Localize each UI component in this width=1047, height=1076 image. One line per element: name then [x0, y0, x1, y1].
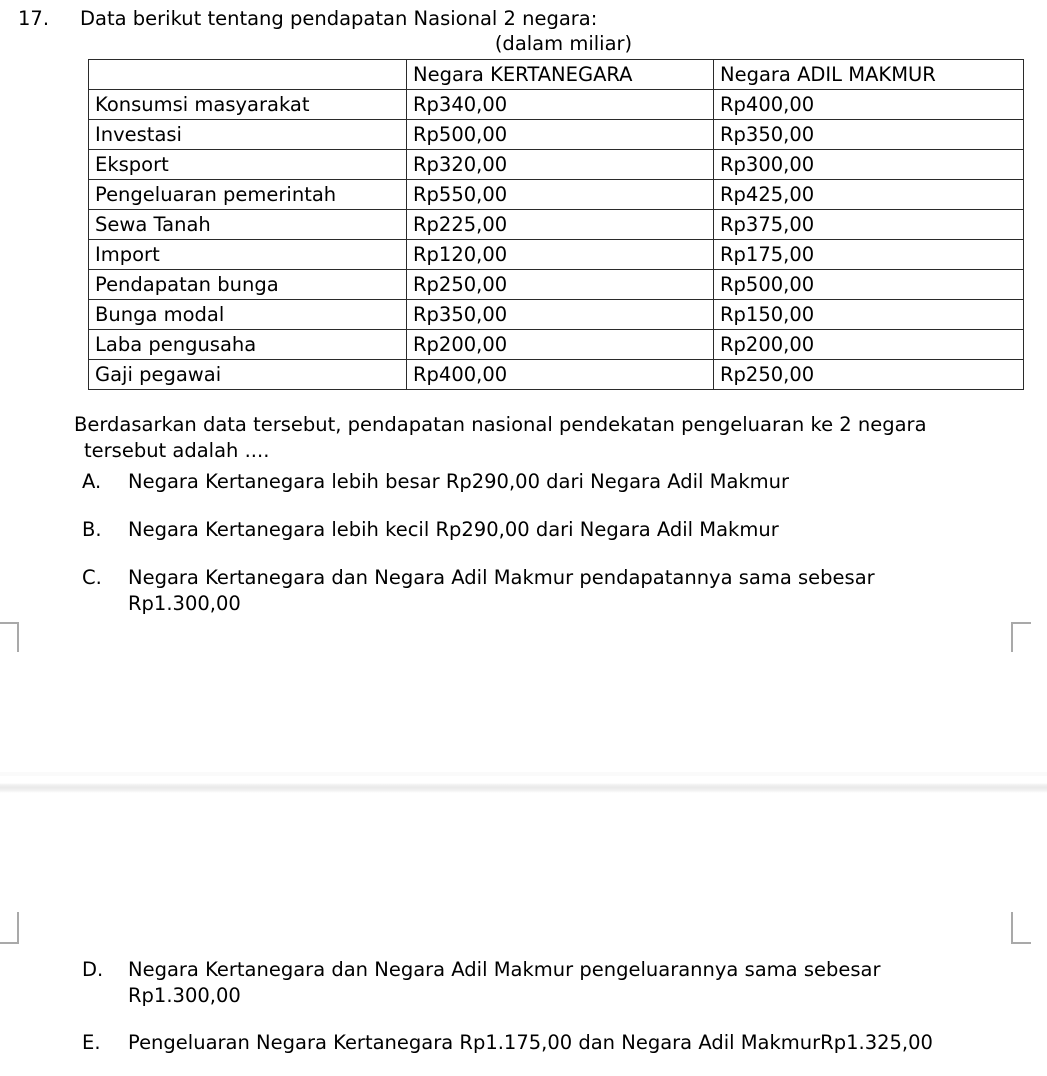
table-row	[89, 330, 1024, 360]
row-value-kertanegara: Rp500,00	[407, 120, 714, 150]
table-row	[89, 240, 1024, 270]
row-value-adilmakmur: Rp350,00	[714, 120, 1024, 150]
row-value-adilmakmur: Rp150,00	[714, 300, 1024, 330]
row-item-label: Investasi	[89, 120, 407, 150]
option-d-line-2: Rp1.300,00	[128, 984, 241, 1007]
option-label-a: A.	[82, 470, 102, 493]
question-number: 17.	[18, 7, 50, 30]
row-item-label: Pengeluaran pemerintah	[89, 180, 407, 210]
option-e-line-1: Pengeluaran Negara Kertanegara Rp1.175,00 dan Negara Adil MakmurRp1.325,00	[128, 1031, 933, 1054]
scan-artifact-band	[0, 783, 1047, 793]
prompt-line-2: tersebut adalah ....	[84, 439, 270, 462]
row-value-kertanegara: Rp350,00	[407, 300, 714, 330]
table-row	[89, 90, 1024, 120]
question-heading	[18, 6, 1028, 32]
answer-option-b[interactable]	[82, 517, 1042, 543]
prompt-line-1: Berdasarkan data tersebut, pendapatan nasional pendekatan pengeluaran ke 2 negara	[74, 413, 927, 436]
option-d-line-1: Negara Kertanegara dan Negara Adil Makmur pengeluarannya sama sebesar	[128, 958, 881, 981]
row-value-adilmakmur: Rp175,00	[714, 240, 1024, 270]
option-c-line-2: Rp1.300,00	[128, 592, 241, 615]
option-text-b	[128, 517, 1042, 543]
row-item-label: Gaji pegawai	[89, 360, 407, 390]
table-row	[89, 180, 1024, 210]
row-item-label: Eksport	[89, 150, 407, 180]
row-value-adilmakmur: Rp425,00	[714, 180, 1024, 210]
row-value-adilmakmur: Rp250,00	[714, 360, 1024, 390]
row-item-label: Bunga modal	[89, 300, 407, 330]
table-head	[89, 60, 1024, 90]
table-header-item	[89, 60, 407, 90]
option-c-line-1: Negara Kertanegara dan Negara Adil Makmur pendapatannya sama sebesar	[128, 566, 875, 589]
option-text-c	[128, 565, 1042, 617]
table-row	[89, 120, 1024, 150]
row-item-label: Import	[89, 240, 407, 270]
table-header-row	[89, 60, 1024, 90]
national-income-table-wrapper	[88, 59, 1023, 390]
row-value-adilmakmur: Rp500,00	[714, 270, 1024, 300]
option-text-d	[128, 957, 1042, 1009]
answer-option-a[interactable]	[82, 469, 1042, 495]
row-value-kertanegara: Rp550,00	[407, 180, 714, 210]
answer-option-e[interactable]	[82, 1030, 1042, 1056]
row-value-kertanegara: Rp340,00	[407, 90, 714, 120]
row-value-kertanegara: Rp200,00	[407, 330, 714, 360]
table-row	[89, 300, 1024, 330]
option-label-e: E.	[82, 1031, 101, 1054]
table-caption: (dalam miliar)	[494, 32, 633, 55]
option-b-line-1: Negara Kertanegara lebih kecil Rp290,00 dari Negara Adil Makmur	[128, 518, 779, 541]
answer-option-c[interactable]	[82, 565, 1042, 617]
row-value-kertanegara: Rp120,00	[407, 240, 714, 270]
crop-mark-bottom-left-icon	[0, 912, 19, 944]
question-prompt	[74, 412, 1024, 464]
option-text-e	[128, 1030, 1042, 1056]
table-row	[89, 150, 1024, 180]
scan-artifact-band-upper	[0, 772, 1047, 776]
option-label-c: C.	[82, 566, 102, 589]
row-value-kertanegara: Rp250,00	[407, 270, 714, 300]
row-item-label: Pendapatan bunga	[89, 270, 407, 300]
row-value-adilmakmur: Rp400,00	[714, 90, 1024, 120]
option-a-line-1: Negara Kertanegara lebih besar Rp290,00 dari Negara Adil Makmur	[128, 470, 790, 493]
crop-mark-top-left-icon	[0, 622, 19, 652]
crop-mark-bottom-right-icon	[1011, 912, 1031, 944]
row-item-label: Konsumsi masyarakat	[89, 90, 407, 120]
row-value-adilmakmur: Rp200,00	[714, 330, 1024, 360]
table-header-kertanegara: Negara KERTANEGARA	[407, 60, 714, 90]
option-label-d: D.	[82, 958, 104, 981]
table-row	[89, 270, 1024, 300]
row-item-label: Sewa Tanah	[89, 210, 407, 240]
national-income-table	[88, 59, 1024, 390]
table-body	[89, 90, 1024, 390]
table-header-adilmakmur: Negara ADIL MAKMUR	[714, 60, 1024, 90]
table-row	[89, 360, 1024, 390]
crop-mark-top-right-icon	[1011, 622, 1031, 652]
row-value-adilmakmur: Rp375,00	[714, 210, 1024, 240]
row-value-kertanegara: Rp400,00	[407, 360, 714, 390]
option-label-b: B.	[82, 518, 102, 541]
row-value-kertanegara: Rp320,00	[407, 150, 714, 180]
option-text-a	[128, 469, 1042, 495]
answer-option-d[interactable]	[82, 957, 1042, 1009]
row-value-kertanegara: Rp225,00	[407, 210, 714, 240]
question-stem: Data berikut tentang pendapatan Nasional 2 negara:	[80, 7, 598, 30]
table-row	[89, 210, 1024, 240]
row-value-adilmakmur: Rp300,00	[714, 150, 1024, 180]
row-item-label: Laba pengusaha	[89, 330, 407, 360]
